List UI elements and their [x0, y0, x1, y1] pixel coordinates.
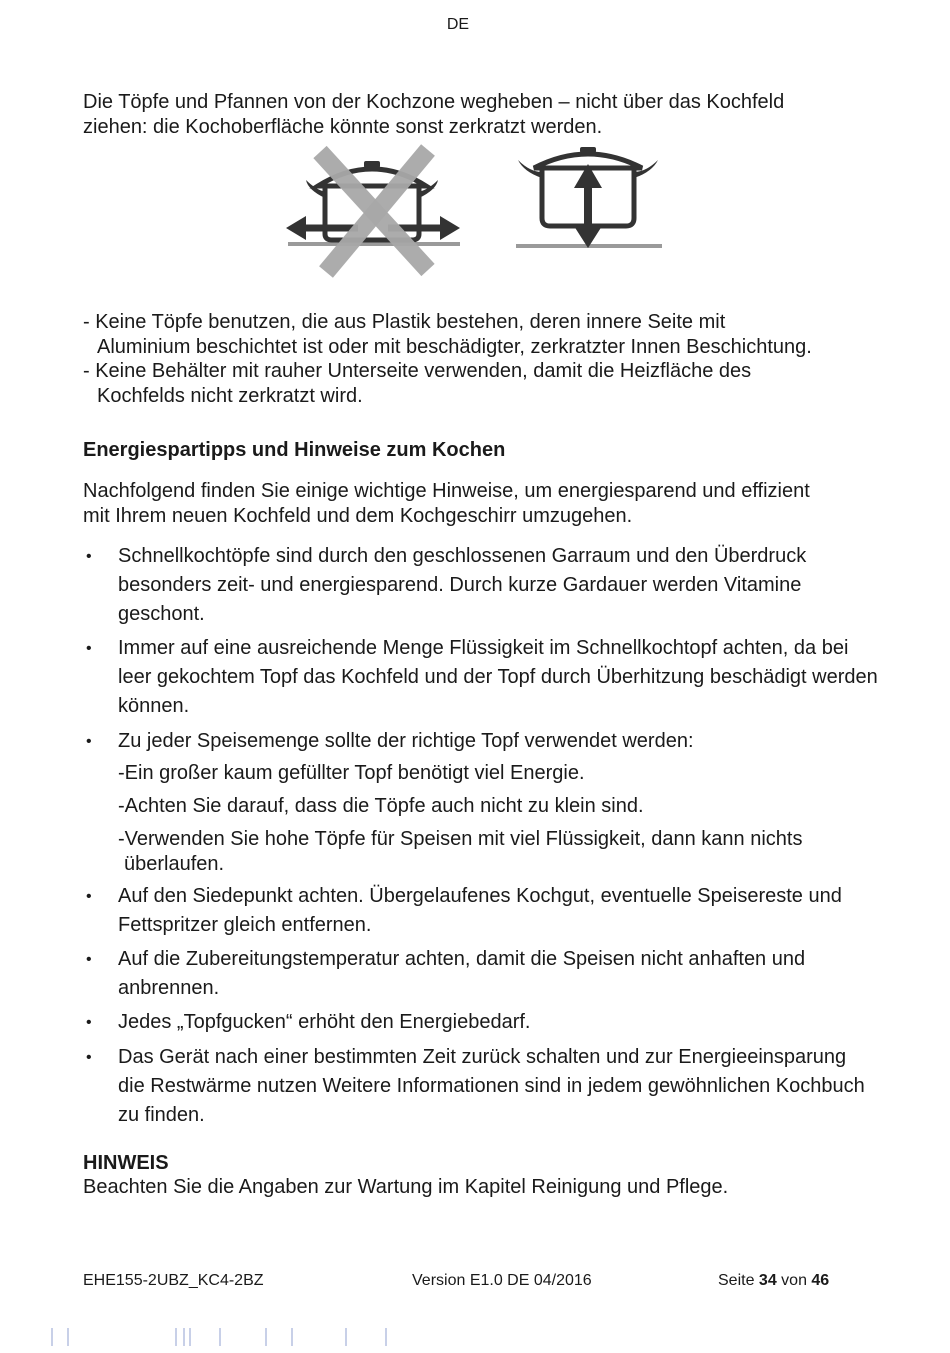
footer-page-sep: von [776, 1272, 812, 1289]
scan-marks-svg [50, 1326, 430, 1348]
footer-page-number [718, 1271, 829, 1291]
warning-2-line-2: Kochfelds nicht zerkratzt wird. [97, 385, 363, 407]
bullet-symbol: • [86, 548, 92, 565]
bullet-temperature: Auf die Zubereitungstemperatur achten, damit die Speisen nicht anhaften und anbrennen. [118, 948, 806, 999]
footer-page-total: 46 [811, 1272, 830, 1289]
pot-slide-crossed-icon [286, 150, 460, 272]
language-label: DE [446, 16, 470, 33]
warning-2-line-1: - Keine Behälter mit rauher Unterseite verwenden, damit die Heizfläche des [83, 360, 752, 382]
footer-version: Version E1.0 DE 04/2016 [412, 1272, 592, 1289]
footer-model: EHE155-2UBZ_KC4-2BZ [83, 1272, 264, 1289]
sub-item-tall-pot-line-1: -Verwenden Sie hohe Töpfe für Speisen mit viel Flüssigkeit, dann kann nichts [118, 828, 803, 850]
note-text: Beachten Sie die Angaben zur Wartung im Kapitel Reinigung und Pflege. [83, 1176, 729, 1198]
warning-1-line-2: Aluminium beschichtet ist oder mit beschädigter, zerkratzter Innen Beschichtung. [97, 336, 812, 358]
sub-item-small-pot: -Achten Sie darauf, dass die Töpfe auch nicht zu klein sind. [118, 795, 644, 817]
footer-page-current: 34 [758, 1272, 777, 1289]
bullet-lid-peeking: Jedes „Topfgucken“ erhöht den Energiebedarf. [118, 1011, 531, 1033]
bullet-symbol: • [86, 888, 92, 905]
section-heading: Energiespartipps und Hinweise zum Kochen [83, 439, 506, 461]
scan-marks [50, 1326, 430, 1348]
bullet-symbol: • [86, 1049, 92, 1066]
sub-item-large-pot: -Ein großer kaum gefüllter Topf benötigt viel Energie. [118, 762, 585, 784]
bullet-pressure-cooker: Schnellkochtöpfe sind durch den geschlossenen Garraum und den Überdruck besonders zeit- und energiesparend. Durch kurze Gardauer werden Vitamine geschont. [118, 545, 807, 625]
bullet-symbol: • [86, 640, 92, 657]
sub-item-tall-pot-line-2: überlaufen. [124, 853, 225, 875]
intro-line-2: ziehen: die Kochoberfläche könnte sonst zerkratzt werden. [83, 116, 603, 138]
bullet-symbol: • [86, 1014, 92, 1031]
pot-illustration-svg [280, 140, 670, 280]
bullet-right-pot: Zu jeder Speisemenge sollte der richtige Topf verwendet werden: [118, 730, 694, 752]
intro-line-1: Die Töpfe und Pfannen von der Kochzone wegheben – nicht über das Kochfeld [83, 91, 785, 113]
bullet-boiling-point: Auf den Siedepunkt achten. Übergelaufenes Kochgut, eventuelle Speisereste und Fettspritzer gleich entfernen. [118, 885, 842, 936]
bullet-symbol: • [86, 951, 92, 968]
warning-1-line-1: - Keine Töpfe benutzen, die aus Plastik bestehen, deren innere Seite mit [83, 311, 726, 333]
pot-lift-icon [516, 147, 662, 248]
footer-page-prefix: Seite [718, 1272, 759, 1289]
bullet-residual-heat: Das Gerät nach einer bestimmten Zeit zurück schalten und zur Energieeinsparung die Restwärme nutzen Weitere Informationen sind in jedem gewöhnlichen Kochbuch zu finden. [118, 1046, 865, 1126]
note-title: HINWEIS [83, 1152, 169, 1174]
pot-handling-illustration [280, 140, 670, 280]
bullet-symbol: • [86, 733, 92, 750]
bullet-liquid-amount: Immer auf eine ausreichende Menge Flüssigkeit im Schnellkochtopf achten, da bei leer gekochtem Topf das Kochfeld und der Topf durch Überhitzung beschädigt werden können. [118, 637, 878, 717]
section-intro-line-2: mit Ihrem neuen Kochfeld und dem Kochgeschirr umzugehen. [83, 505, 633, 527]
section-intro-line-1: Nachfolgend finden Sie einige wichtige Hinweise, um energiesparend und effizient [83, 480, 810, 502]
